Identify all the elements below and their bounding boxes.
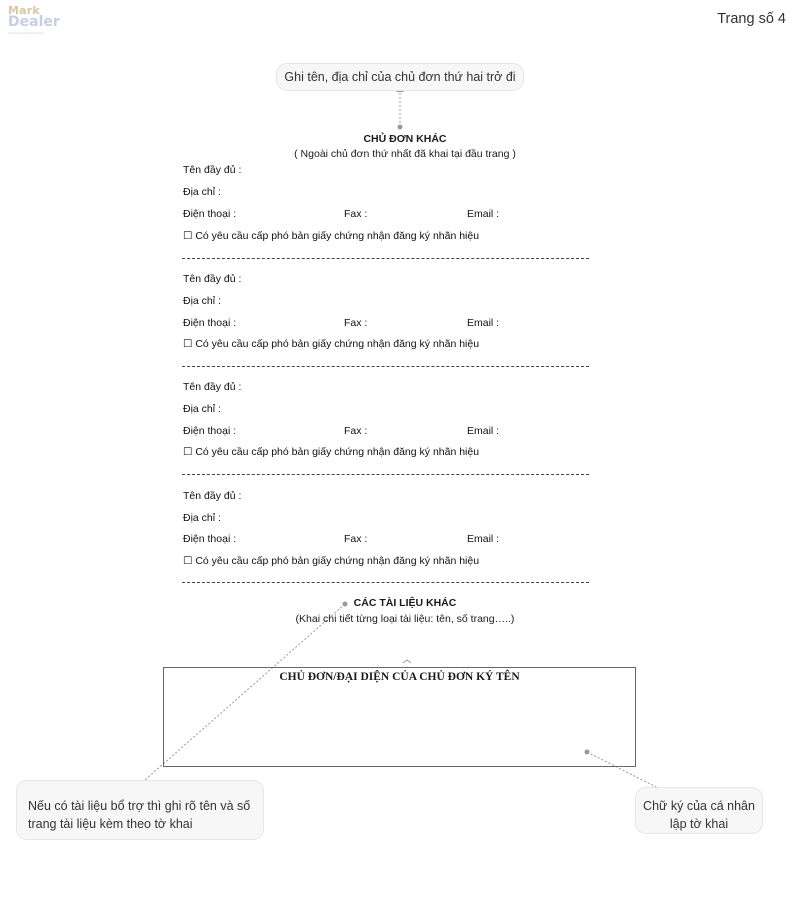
entry-2-address-label: Địa chỉ : bbox=[183, 295, 221, 307]
entry-1-email-label: Email : bbox=[467, 208, 500, 220]
callout-right-line-1: Chữ ký của cá nhân bbox=[643, 799, 755, 813]
other-docs-subtitle: (Khai chi tiết từng loại tài liệu: tên, số trang…..) bbox=[295, 613, 515, 625]
form-subtitle: ( Ngoài chủ đơn thứ nhất đã khai tại đầu trang ) bbox=[294, 148, 516, 160]
entry-1-address-label: Địa chỉ : bbox=[183, 186, 221, 198]
entry-2-email-label: Email : bbox=[467, 317, 500, 329]
entry-3-fax-label: Fax : bbox=[344, 425, 368, 437]
callout-right-line-2: lập tờ khai bbox=[669, 817, 729, 831]
callout-signature bbox=[635, 787, 763, 834]
entry-3-phone-label: Điện thoại : bbox=[183, 425, 237, 437]
callout-left-line-1: Nếu có tài liệu bổ trợ thì ghi rõ tên và số bbox=[28, 799, 251, 813]
pointer-dot-top bbox=[398, 125, 403, 130]
entry-separator bbox=[182, 582, 589, 583]
entry-3-copy-checkbox: ☐ Có yêu cầu cấp phó bản giấy chứng nhận đăng ký nhãn hiệu bbox=[183, 446, 480, 458]
entry-2-copy-checkbox: ☐ Có yêu cầu cấp phó bản giấy chứng nhận đăng ký nhãn hiệu bbox=[183, 338, 480, 350]
logo-line-1: Mark bbox=[8, 4, 40, 17]
callout-left-line-2: trang tài liệu kèm theo tờ khai bbox=[28, 817, 193, 831]
entry-2-phone-label: Điện thoại : bbox=[183, 317, 237, 329]
entry-3-email-label: Email : bbox=[467, 425, 500, 437]
other-docs-title: CÁC TÀI LIỆU KHÁC bbox=[353, 597, 457, 609]
entry-3-address-label: Địa chỉ : bbox=[183, 403, 221, 415]
entry-4-fax-label: Fax : bbox=[344, 533, 368, 545]
logo-line-2: Dealer bbox=[8, 14, 60, 30]
page-number: Trang số 4 bbox=[717, 11, 786, 27]
entry-4-phone-label: Điện thoại : bbox=[183, 533, 237, 545]
entry-separator bbox=[182, 366, 589, 367]
entry-1-copy-checkbox: ☐ Có yêu cầu cấp phó bản giấy chứng nhận đăng ký nhãn hiệu bbox=[183, 230, 480, 242]
callout-supporting-docs bbox=[16, 780, 264, 840]
entry-3-name-label: Tên đầy đủ : bbox=[183, 381, 242, 393]
entry-2-fax-label: Fax : bbox=[344, 317, 368, 329]
cursor-mark bbox=[403, 660, 411, 663]
entry-2-name-label: Tên đầy đủ : bbox=[183, 273, 242, 285]
entry-4-address-label: Địa chỉ : bbox=[183, 512, 221, 524]
entry-1-name-label: Tên đầy đủ : bbox=[183, 164, 242, 176]
callout-second-owner: Ghi tên, địa chỉ của chủ đơn thứ hai trở đi bbox=[276, 63, 524, 91]
entry-4-email-label: Email : bbox=[467, 533, 500, 545]
entry-4-copy-checkbox: ☐ Có yêu cầu cấp phó bản giấy chứng nhận đăng ký nhãn hiệu bbox=[183, 555, 480, 567]
entry-1-phone-label: Điện thoại : bbox=[183, 208, 237, 220]
entry-1-fax-label: Fax : bbox=[344, 208, 368, 220]
entry-4-name-label: Tên đầy đủ : bbox=[183, 490, 242, 502]
form-title: CHỦ ĐƠN KHÁC bbox=[363, 133, 447, 145]
entry-separator bbox=[182, 258, 589, 259]
logo-tagline: Professional Brand Service bbox=[8, 31, 45, 35]
signature-title: CHỦ ĐƠN/ĐẠI DIỆN CỦA CHỦ ĐƠN KÝ TÊN bbox=[279, 671, 520, 683]
entry-separator bbox=[182, 474, 589, 475]
signature-box bbox=[163, 667, 636, 767]
